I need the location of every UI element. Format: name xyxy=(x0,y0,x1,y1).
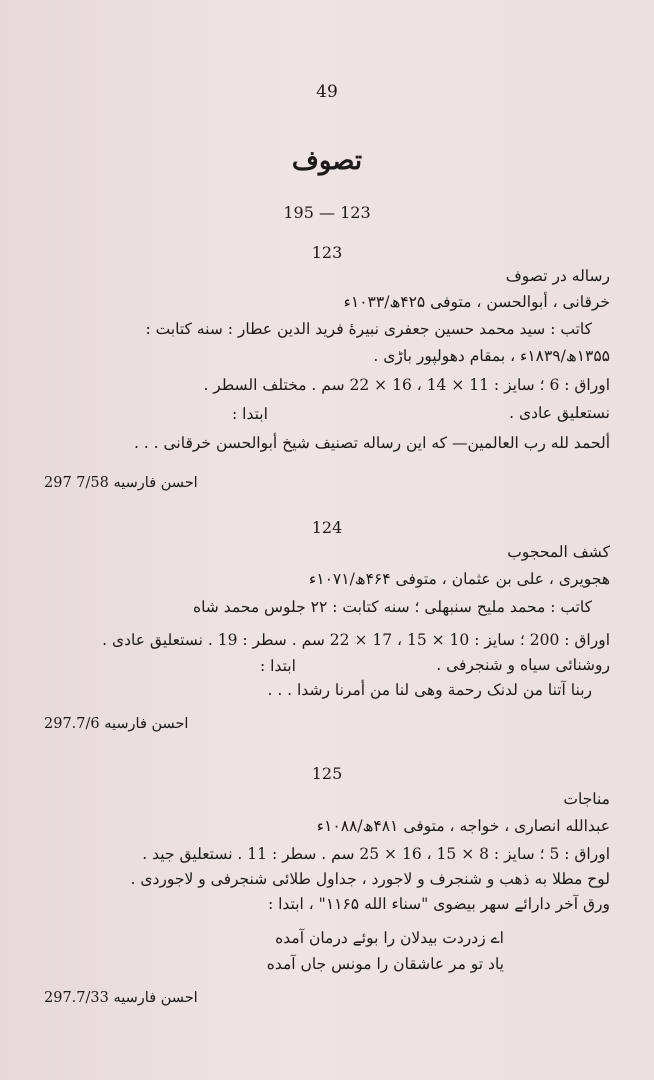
entry-folios: اوراق : 200 ؛ سایز : 10 × 15 ، 17 × 22 سم . سطر : 19 . نستعلیق عادی . xyxy=(102,631,610,649)
entry-incipit: ألحمد لله رب العالمین— که این رساله تصنیف شیخ أبوالحسن خرقانی . . . xyxy=(133,434,610,452)
entry-title: مناجات xyxy=(563,790,610,808)
entry-scribe: کاتب : محمد ملیح سنبهلی ؛ سنه کتابت : ۲۲ جلوس محمد شاه xyxy=(192,598,592,616)
entry-script: روشنائی سیاه و شنجرفی . xyxy=(436,656,610,674)
ibtida-label: ابتدا : xyxy=(232,405,268,423)
entry-number: 125 xyxy=(311,764,343,783)
ibtida-label: ابتدا : xyxy=(260,657,296,675)
entry-folios: اوراق : 6 ؛ سایز : 11 × 14 ، 16 × 22 سم . مختلف السطر . xyxy=(203,376,610,394)
entry-number: 123 xyxy=(311,243,343,262)
entry-author: عبدالله انصاری ، خواجه ، متوفی ۴۸۱ھ/۱۰۸۸ء xyxy=(316,817,610,835)
shelfmark: احسن فارسیه 297.7/6 xyxy=(44,716,189,732)
verse-line: یاد تو مر عاشقان را مونس جاں آمده xyxy=(266,955,504,973)
entry-script: نستعلیق عادی . xyxy=(509,404,610,422)
entry-scribe-continued: ۱۳۵۵ھ/۱۸۳۹ء ، بمقام دهولپور باڑی . xyxy=(373,347,610,365)
entry-number: 124 xyxy=(311,518,343,537)
shelfmark: احسن فارسیه 7/58 297 xyxy=(44,475,198,491)
chapter-title: تصوف xyxy=(291,146,363,176)
entry-decoration: لوح مطلا به ذهب و شنجرف و لاجورد ، جداول طلائی شنجرفی و لاجوردی . xyxy=(130,870,610,888)
entry-last-folio: ورق آخر دارائے سهر بیضوی "سناء الله ۱۱۶۵" ، ابتدا : xyxy=(267,895,610,913)
entry-folios: اوراق : 5 ؛ سایز : 8 × 15 ، 16 × 25 سم . سطر : 11 . نستعلیق جید . xyxy=(142,845,610,863)
entry-scribe: کاتب : سید محمد حسین جعفری نبیرهٔ فرید الدین عطار : سنه کتابت : xyxy=(145,320,592,338)
page-number: 49 xyxy=(316,82,338,102)
verse-line: اے زدردت بیدلان را بوئے درمان آمده xyxy=(275,929,504,947)
entry-incipit: ربنا آتنا من لدنک رحمة وهی لنا من أمرنا رشدا . . . xyxy=(267,681,592,699)
shelfmark: احسن فارسیه 297.7/33 xyxy=(44,990,198,1006)
entry-author: هجویری ، علی بن عثمان ، متوفی ۴۶۴ھ/۱۰۷۱ء xyxy=(308,570,610,588)
entry-title: رساله در تصوف xyxy=(505,267,610,285)
entry-range: 195 — 123 xyxy=(283,203,371,222)
entry-title: کشف المحجوب xyxy=(507,543,610,561)
entry-author: خرقانی ، أبوالحسن ، متوفی ۴۲۵ھ/۱۰۳۳ء xyxy=(343,293,610,311)
